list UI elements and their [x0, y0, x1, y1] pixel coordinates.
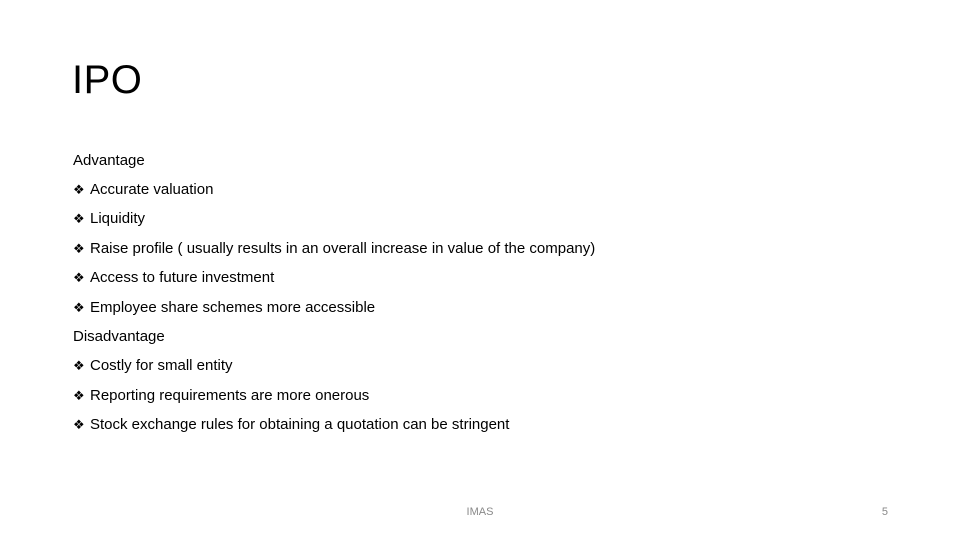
list-item-text: Liquidity: [90, 210, 146, 228]
diamond-bullet-icon: ❖: [73, 270, 85, 286]
list-item-text: Reporting requirements are more onerous: [90, 386, 370, 404]
footer-organization: IMAS: [466, 506, 494, 518]
diamond-bullet-icon: ❖: [73, 240, 85, 256]
list-item-text: Raise profile ( usually results in an overall increase in value of the company): [90, 239, 596, 257]
diamond-bullet-icon: ❖: [73, 211, 85, 227]
list-item: [73, 293, 893, 322]
list-item-text: Employee share schemes more accessible: [90, 298, 376, 316]
section-heading-label: Disadvantage: [73, 328, 165, 346]
section-heading-advantage: [73, 146, 893, 175]
list-item-text: Stock exchange rules for obtaining a quotation can be stringent: [90, 416, 510, 434]
diamond-bullet-icon: ❖: [73, 387, 85, 403]
list-item: [73, 381, 893, 410]
diamond-bullet-icon: ❖: [73, 182, 85, 198]
list-item: [73, 234, 893, 263]
section-heading-label: Advantage: [73, 151, 145, 169]
list-item: [73, 411, 893, 440]
slide-number: 5: [881, 506, 888, 518]
slide-title: IPO: [72, 58, 143, 102]
list-item: [73, 175, 893, 204]
list-item-text: Access to future investment: [90, 269, 275, 287]
list-item: [73, 205, 893, 234]
list-item: [73, 264, 893, 293]
list-item-text: Costly for small entity: [90, 357, 233, 375]
list-item: [73, 352, 893, 381]
list-item-text: Accurate valuation: [90, 181, 214, 199]
diamond-bullet-icon: ❖: [73, 417, 85, 433]
section-heading-disadvantage: [73, 322, 893, 351]
slide-content: [73, 146, 893, 440]
diamond-bullet-icon: ❖: [73, 358, 85, 374]
diamond-bullet-icon: ❖: [73, 299, 85, 315]
